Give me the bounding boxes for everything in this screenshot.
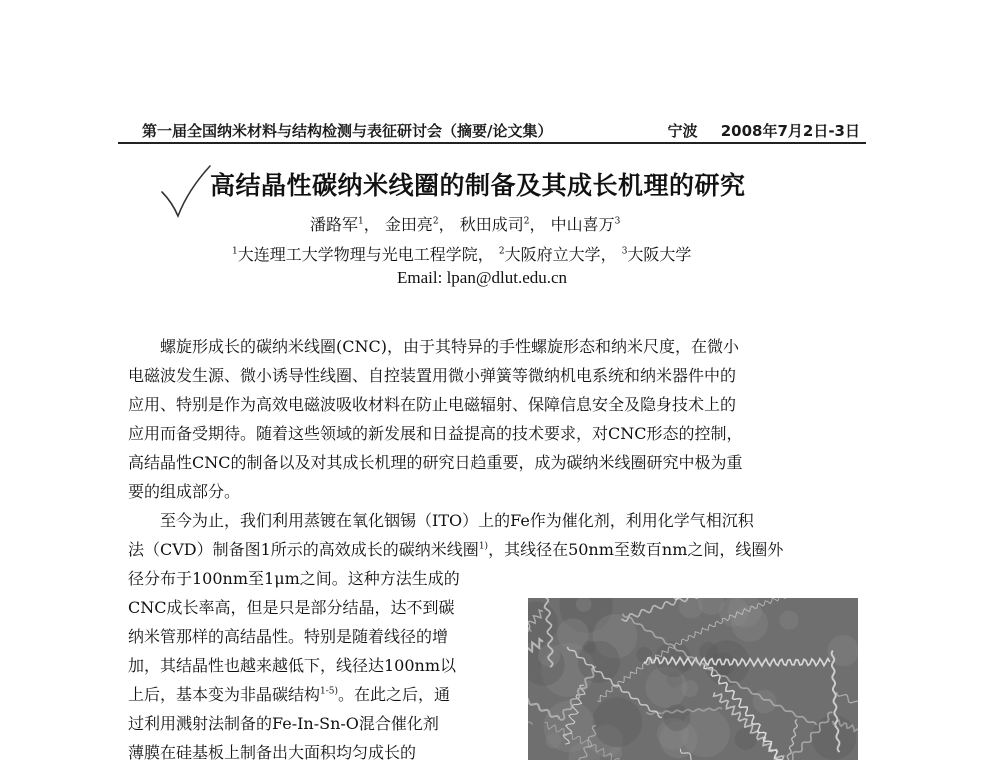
text-line: 径分布于100nm至1μm之间。这种方法生成的: [128, 569, 460, 588]
author-email: Email: lpan@dlut.edu.cn: [397, 268, 568, 287]
author: 潘路军$^1$，: [310, 215, 380, 234]
conference-date: 2008年7月2日-3日: [720, 122, 860, 140]
venue-city: 宁波: [667, 122, 698, 140]
citation-ref: 1): [478, 541, 489, 552]
text-line: 电磁波发生源、微小诱导性线圈、自控装置用微小弹簧等微纳机电系统和纳米器件中的: [128, 366, 737, 385]
text-line: 至今为止，我们利用蒸镀在氧化铟锡（ITO）上的Fe作为催化剂，利用化学气相沉积: [160, 511, 754, 530]
text-line: 纳米管那样的高结晶性。特别是随着线径的增: [128, 627, 449, 646]
citation-ref: 1-5): [320, 686, 339, 697]
author-list: [310, 212, 620, 235]
text-line: 要的组成部分。: [128, 482, 241, 501]
carbon-nanocoil-image: [528, 598, 858, 760]
affiliation: $^1$大连理工大学物理与光电工程学院，: [232, 245, 494, 264]
text-line: 加，其结晶性也越来越低下，线径达100nm以: [128, 656, 457, 675]
text-line: 薄膜在硅基板上制备出大面积均匀成长的: [128, 743, 417, 762]
text-line: 法（CVD）制备图1所示的高效成长的碳纳米线圈$^{1)}$，其线径在50nm至数百nm之间，线圈外: [128, 540, 784, 559]
checkmark-annotation: [160, 162, 212, 220]
text-line: CNC成长率高，但是只是部分结晶，达不到碳: [128, 598, 455, 617]
author: 中山喜万$^3$: [550, 215, 621, 234]
affiliation-list: [232, 242, 691, 265]
text-line: 螺旋形成长的碳纳米线圈(CNC)，由于其特异的手性螺旋形态和纳米尺度，在微小: [160, 337, 739, 356]
author: 秋田成司$^2$，: [459, 215, 546, 234]
affiliation: $^2$大阪府立大学，: [498, 245, 617, 264]
affiliation: $^3$大阪大学: [621, 245, 692, 264]
text-line: 应用而备受期待。随着这些领域的新发展和日益提高的技术要求，对CNC形态的控制，: [128, 424, 743, 443]
text-line: 过利用溅射法制备的Fe-In-Sn-O混合催化剂: [128, 714, 439, 733]
sem-micrograph: [528, 598, 858, 760]
paper-title: 高结晶性碳纳米线圈的制备及其成长机理的研究: [210, 171, 746, 200]
text-line: 上后，基本变为非晶碳结构$^{1-5)}$。在此之后，通: [128, 685, 451, 704]
running-header: [118, 118, 866, 144]
author: 金田亮$^2$，: [384, 215, 455, 234]
text-line: 应用、特别是作为高效电磁波吸收材料在防止电磁辐射、保障信息安全及隐身技术上的: [128, 395, 737, 414]
venue-date: [667, 120, 860, 141]
text-line: 高结晶性CNC的制备以及对其成长机理的研究日趋重要，成为碳纳米线圈研究中极为重: [128, 453, 743, 472]
conference-name: 第一届全国纳米材料与结构检测与表征研讨会（摘要/论文集）: [142, 122, 553, 140]
